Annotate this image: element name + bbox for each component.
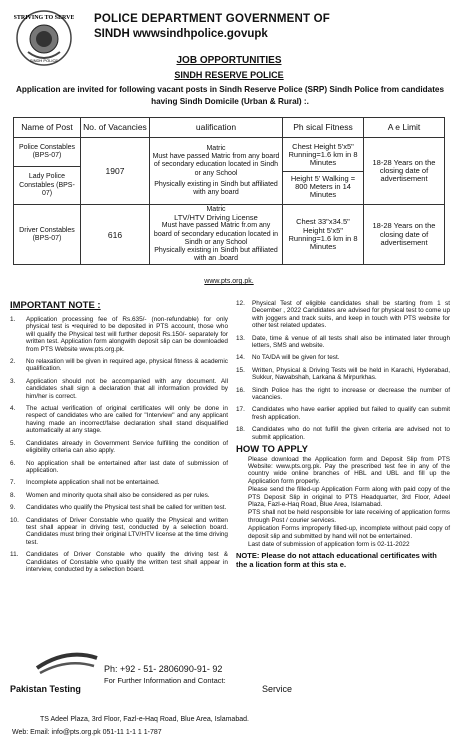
right-column <box>236 300 450 569</box>
list-item <box>10 316 228 353</box>
item-text: No application shall be entertained after last date of submission of application. <box>26 459 228 474</box>
item-text: No relaxation will be given in required age, physical fitness & academic qualification. <box>26 358 228 373</box>
notes-right-list <box>236 300 450 441</box>
item-text: Sindh Police has the right to increase or decrease the number of vacancies. <box>252 386 450 402</box>
list-item <box>10 460 228 475</box>
pts-website-link[interactable]: www.pts.org.pk. <box>204 278 254 285</box>
item-text: Candidates of Driver Constable who qualify the driving test & Candidates of Constable who qualify the written test shall appear in interview, conducted by a selection board. <box>26 551 228 573</box>
table-row <box>14 138 445 205</box>
item-number: 10. <box>10 516 19 524</box>
fitness-cell: Chest 33"x34.5" Height 5'x5" Running=1.6 km in 8 Minutes <box>283 205 364 265</box>
how-to-apply-paragraph: PTS shall not be held responsible for late receiving of application forms through Post / courier services. <box>248 509 450 524</box>
how-to-apply-list <box>236 456 450 549</box>
footer-address: TS Adeel Plaza, 3rd Floor, Fazl-e-Haq Road, Blue Area, Islamabad. <box>40 716 249 723</box>
important-note-title: IMPORTANT NOTE : <box>10 300 101 311</box>
item-text: The actual verification of original certificates will only be done in respect of candidates who are called for "Interview" and any applicant having made an incorrect/false declaration shall stand disqualified automatically at any stage. <box>26 405 228 435</box>
qualification-title: Matric <box>206 144 226 152</box>
post-cell: Driver Constables (BPS-07) <box>14 205 81 265</box>
logo-text-bottom: SINDH POLICE <box>29 58 59 63</box>
item-number: 9. <box>10 504 16 512</box>
item-text: Date, time & venue of all tests shall also be intimated later through letters, SMS and website. <box>252 334 450 350</box>
item-text: Candidates already in Government Service fulfilling the condition of eligibility criteria can also apply. <box>26 439 228 455</box>
qualification-text-2: Physically existing in Sindh but affiliated with an .board <box>154 247 278 263</box>
item-number: 1. <box>10 316 16 323</box>
fitness-cell: Chest Height 5'x5" Running=1.6 km in 8 Minutes <box>283 140 363 172</box>
how-to-apply-paragraph: Please send the filled-up Application Form along with paid copy of the PTS Deposit Slip in original to PTS Headquarter, 3rd Floor, Adeel Plaza, Fazl-e-Haq Road, Blue Area, Islamabad. <box>248 486 450 508</box>
item-text: Written, Physical & Driving Tests will be held in Karachi, Hyderabad, Sukkur, Nawabshah, Larkana & Mirpurkhas. <box>252 366 450 382</box>
pts-name: Pakistan Testing <box>10 684 81 694</box>
item-number: 12. <box>236 300 245 307</box>
qualification-text-2: Physically existing in Sindh but affiliated with any board <box>154 180 278 196</box>
header-line-2: SINDH wwwsindhpolice.govupk <box>94 28 268 40</box>
post-cell: Police Constables (BPS-07) <box>14 138 80 167</box>
post-cell-2: Lady Police Constables (BPS-07) <box>19 173 75 197</box>
list-item <box>236 335 450 350</box>
pts-service: Service <box>262 684 293 694</box>
header-line-1: POLICE DEPARTMENT GOVERNMENT OF <box>94 13 330 25</box>
logo-text-top: STRIVING TO SERVE <box>14 15 74 21</box>
item-number: 3. <box>10 377 16 385</box>
list-item <box>10 405 228 435</box>
list-item <box>236 426 450 441</box>
how-to-apply-paragraph: Application Forms improperly filled-up, incomplete without paid copy of deposit slip and submitted by hand will not be entertained. <box>248 525 450 540</box>
list-item <box>10 440 228 455</box>
intro-text: Application are invited for following vacant posts in Sindh Reserve Police (SRP) Sindh Police from candidates having Sindh Domicile (Urban & Rural) :. <box>15 85 445 106</box>
col-header-vacancies: No. of Vacancies <box>81 118 150 138</box>
item-number: 17. <box>236 406 245 414</box>
list-item <box>10 492 228 499</box>
item-text: Women and minority quota shall also be considered as per rules. <box>26 491 210 499</box>
note-final: NOTE: Please do not attach educational certificates with the a lication form at this sta e. <box>236 551 437 570</box>
col-header-fitness: Ph sical Fitness <box>283 118 364 138</box>
item-text: Application processing fee of Rs.635/- (non-refundable) for only physical test is •required to be deposited in PTS account, those who will qualify the Physical test will further deposit Rs.150/- separately for written test. Application form alongwith deposit slip can be downloaded from PTS Website www.pts.org.pk. <box>26 316 228 353</box>
item-text: Incomplete application shall not be entertained. <box>26 479 160 487</box>
list-item <box>10 378 228 400</box>
col-header-post: Name of Post <box>14 118 81 138</box>
list-item <box>236 300 450 330</box>
list-item <box>10 358 228 373</box>
item-text: Candidates who do not fulfill the given criteria are advised not to submit application. <box>252 426 450 441</box>
qualification-text: Must have passed Matric from any board of secondary education located in Sindh or any School <box>152 153 280 177</box>
vacancies-cell: 616 <box>81 205 150 265</box>
col-header-age: A e Limit <box>364 118 445 138</box>
item-text: No TA/DA will be given for test. <box>252 354 340 362</box>
item-number: 14. <box>236 354 245 362</box>
footer-web-email: Web: Email: info@pts.org.pk 051-11 1-1 1 1-787 <box>12 729 162 736</box>
item-text: Candidates who qualify the Physical test shall be called for written test. <box>26 504 227 512</box>
item-number: 11. <box>10 551 19 559</box>
sindh-reserve-police-title: SINDH RESERVE POLICE <box>174 70 284 80</box>
item-number: 4. <box>10 405 16 413</box>
table-row <box>14 205 445 265</box>
notes-left-list <box>10 316 228 578</box>
item-number: 6. <box>10 459 16 467</box>
table-header-row <box>14 118 445 138</box>
how-to-apply-paragraph: Please download the Application form and Deposit Slip from PTS Website: www.pts.org.pk. Pay the prescribed test fee in any of the country wide online branches of HBL and UBL and fill up the Application form properly. <box>248 455 450 485</box>
qualification-text: Must have passed Matric fr.om any board of secondary education located in Sindh or any School <box>153 222 279 246</box>
item-number: 5. <box>10 439 16 447</box>
list-item <box>10 479 228 486</box>
item-number: 2. <box>10 358 16 366</box>
item-number: 18. <box>236 426 245 434</box>
item-number: 7. <box>10 479 16 487</box>
item-number: 15. <box>236 366 245 374</box>
list-item <box>236 406 450 421</box>
item-text: Physical Test of eligible candidates shall be starting from 1 st December , 2022 Candidates are advised for physical test to come up with joggers and track suits, and keep in touch with PTS website for other test related updates. <box>252 300 450 330</box>
item-number: 16. <box>236 386 245 394</box>
qualification-title-2: LTV/HTV Driving License <box>174 213 258 223</box>
list-item <box>236 354 450 361</box>
item-number: 13. <box>236 334 245 342</box>
job-opportunities-title: JOB OPPORTUNITIES <box>176 55 282 66</box>
item-number: 8. <box>10 491 16 499</box>
fitness-cell-2: Height 5' Walking = 800 Meters in 14 Minutes <box>290 173 356 199</box>
item-text: Application should not be accompanied with any document. All candidates shall sign a declaration that all information provided by him/her is correct. <box>26 377 228 400</box>
list-item <box>236 367 450 382</box>
age-cell: 18-28 Years on the closing date of advertisement <box>364 138 445 205</box>
qualification-title: Matric <box>206 206 226 214</box>
item-text: Candidates who have earlier applied but failed to qualify can submit fresh application. <box>252 406 450 421</box>
vacancies-table <box>13 117 445 265</box>
footer-further-info: For Further Information and Contact: <box>104 676 226 685</box>
list-item <box>10 517 228 547</box>
footer-phone: Ph: +92 - 51- 2806090-91- 92 <box>104 664 223 674</box>
how-to-apply-paragraph: Last date of submission of application form is 02-11-2022 <box>248 540 410 548</box>
col-header-qualification: ualification <box>150 118 283 138</box>
vacancies-cell: 1907 <box>81 138 150 205</box>
list-item <box>10 504 228 511</box>
age-cell: 18-28 Years on the closing date of advertisement <box>364 205 445 265</box>
pts-logo <box>32 646 102 676</box>
list-item <box>236 387 450 402</box>
how-to-apply-title: HOW TO APPLY <box>236 444 308 456</box>
item-text: Candidates of Driver Constable who qualify the Physical and written test shall appear in driving test, conducted by a selection board. Candidates must bring their original LTV/HTV license at the time driving test. <box>26 516 228 546</box>
list-item <box>10 551 228 573</box>
